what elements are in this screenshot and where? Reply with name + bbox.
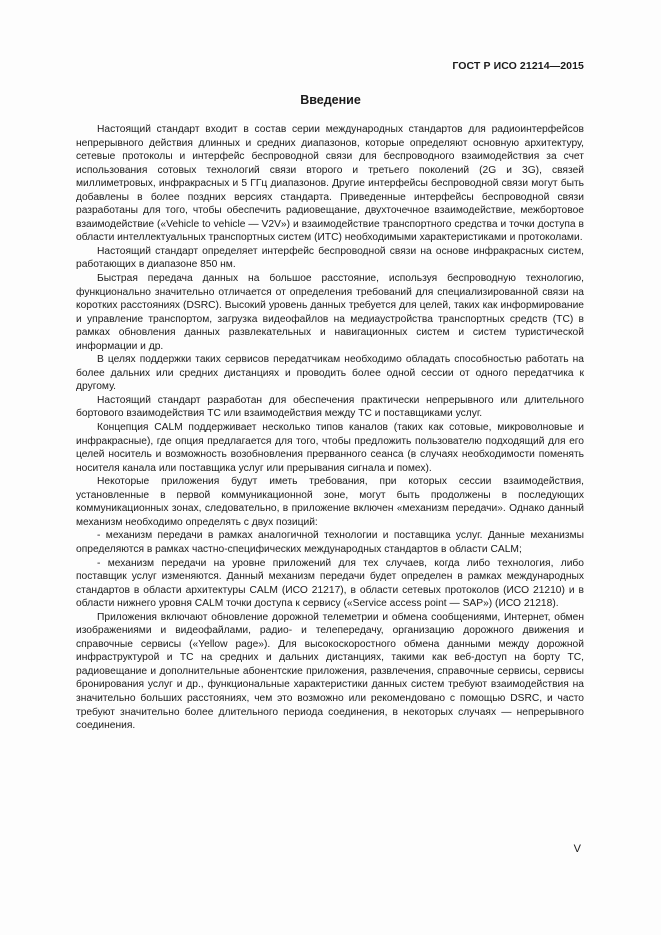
paragraph: Некоторые приложения будут иметь требования, при которых сессии взаимодействия, установленные в первой коммуникационной зоне, могут быть продолжены в последующих коммуникационных зонах, следовательно, в приложение включен «механизм передачи». Однако данный механизм необходимо определять с двух позиций:	[76, 476, 584, 528]
paragraph: Концепция CALM поддерживает несколько типов каналов (таких как сотовые, микроволновые и инфракрасные), где опция предлагается для того, чтобы предложить пользователю подходящий для его целей носитель и возможность возобновления прерванного сеанса (в случаях необходимости поменять носителя канала или поставщика услуг или прерывания сигнала и помех).	[76, 422, 584, 474]
paragraph: Настоящий стандарт разработан для обеспечения практически непрерывного или длительного бортового взаимодействия ТС или взаимодействия между ТС и поставщиками услуг.	[76, 394, 584, 420]
paragraph: Настоящий стандарт определяет интерфейс беспроводной связи на основе инфракрасных систем, работающих в диапазоне 850 нм.	[76, 245, 584, 271]
page-number: V	[573, 843, 581, 855]
list-item: - механизм передачи в рамках аналогичной технологии и поставщика услуг. Данные механизмы определяются в рамках частно-специфических международных стандартов в области CALM;	[76, 530, 584, 555]
paragraph: В целях поддержки таких сервисов передатчикам необходимо обладать способностью работать на более дальних или средних дистанциях и проводить более одной сессии от одного передатчика к другому.	[76, 354, 584, 393]
page-title: Введение	[300, 93, 361, 107]
list-item: - механизм передачи на уровне приложений для тех случаев, когда либо технология, либо поставщик услуг изменяются. Данный механизм передачи будет определен в рамках международных стандартов в области архитектуры CALM (ИСО 21217), в области сетевых протоколов (ИСО 21210) и в области нижнего уровня CALM точки доступа к сервису («Service access point — SAP») (ИСО 21218).	[76, 557, 584, 610]
paragraph: Приложения включают обновление дорожной телеметрии и обмена сообщениями, Интернет, обмен изображениями и видеофайлами, радио- и телепередачу, организацию дорожного движения и справочные сервисы («Yellow page»). Для высокоскоростного обмена данными между дорожной инфраструктурой и ТС на средних и дальних дистанциях, такими как веб-доступ на борту ТС, радиовещание и дополнительные абонентские приложения, развлечения, справочные сервисы, сервисы бронирования услуг и др., функциональные характеристики данных систем требуют взаимодействия на значительно больших расстояниях, чем это возможно или рекомендовано с помощью DSRC, и часто требуют значительно более длительного периода соединения, в некоторых случаях — непрерывного соединения.	[76, 611, 584, 732]
standard-header: ГОСТ Р ИСО 21214—2015	[452, 60, 584, 72]
paragraph: Настоящий стандарт входит в состав серии международных стандартов для радиоинтерфейсов непрерывного действия длинных и средних диапазонов, которые определяют основную архитектуру, сетевые протоколы и интерфейс беспроводной связи для беспроводного взаимодействия за счет использования сотовых технологий связи второго и третьего поколений (2G и 3G), связей миллиметровых, инфракрасных и 5 ГГц диапазонов. Другие интерфейсы беспроводной связи могут быть добавлены в более поздних версиях стандарта. Приведенные интерфейсы беспроводной связи разработаны для того, чтобы обеспечить радиовещание, двухточечное взаимодействие, межбортовое взаимодействие («Vehicle to vehicle — V2V») и взаимодействие транспортного средства и точки доступа в области интеллектуальных транспортных систем (ИТС) необходимыми характеристиками и протоколами.	[76, 124, 584, 244]
paragraph: Быстрая передача данных на большое расстояние, используя беспроводную технологию, функционально значительно отличается от определения требований для специализированной связи на коротких расстояниях (DSRC). Высокий уровень данных требуется для целей, таких как информирование и управление транспортом, загрузка видеофайлов на медиаустройства транспортных средств (ТС) в рамках обновления данных развлекательных и навигационных систем и систем туристической информации и др.	[76, 273, 584, 352]
body-text	[76, 123, 584, 733]
